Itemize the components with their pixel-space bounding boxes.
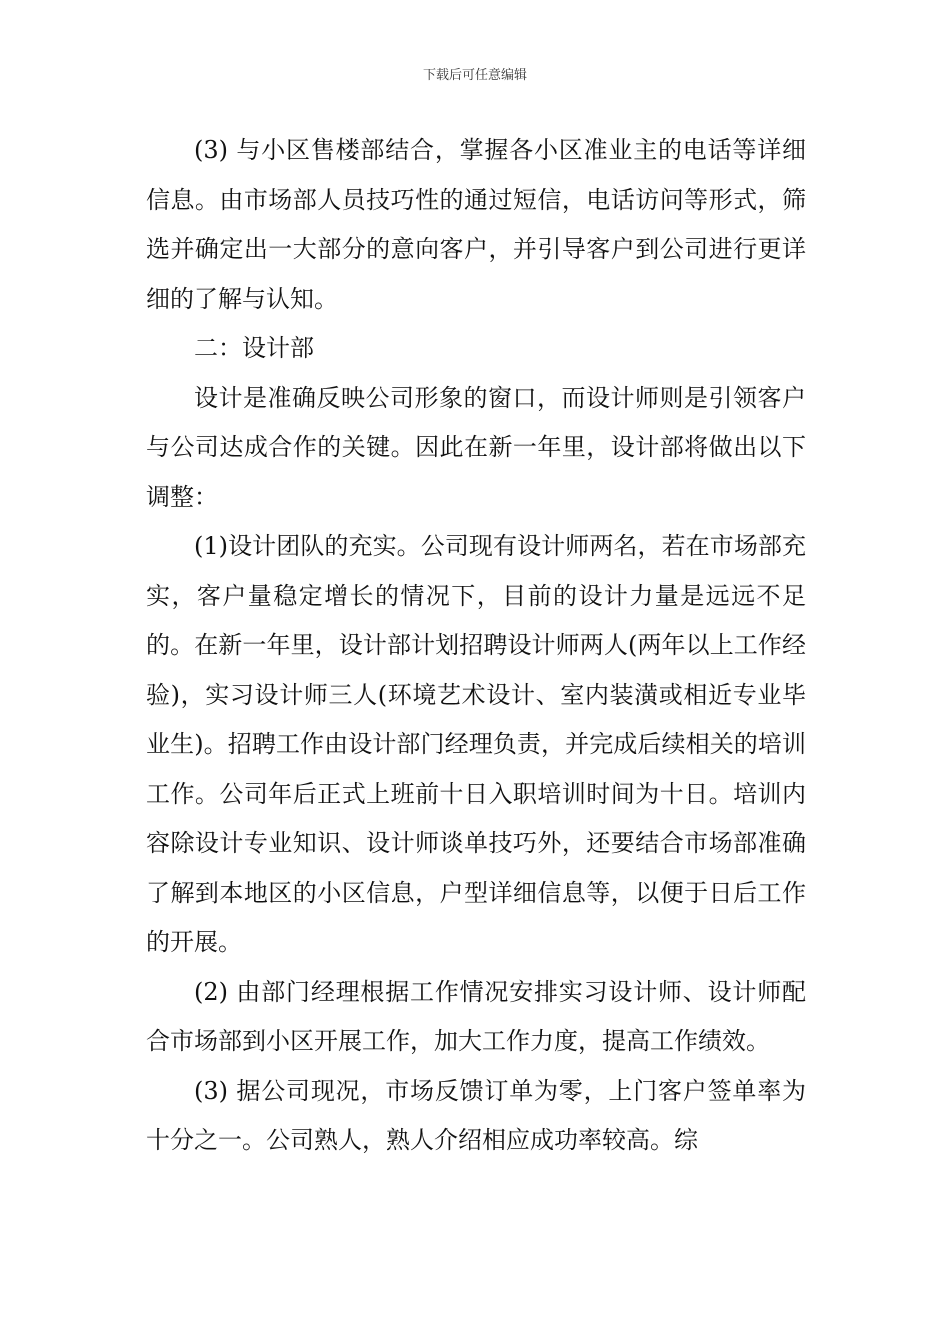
document-body [146,126,806,1166]
paragraph-manager-arrangement: (2) 由部门经理根据工作情况安排实习设计师、设计师配合市场部到小区开展工作，加大工作力度，提高工作绩效。 [146,977,806,1055]
paragraph-company-status: (3) 据公司现况，市场反馈订单为零，上门客户签单率为十分之一。公司熟人，熟人介绍相应成功率较高。综 [146,1076,806,1154]
paragraph-design-intro: 设计是准确反映公司形象的窗口，而设计师则是引领客户与公司达成合作的关键。因此在新一年里，设计部将做出以下调整： [146,383,806,511]
paragraph-design-team: (1)设计团队的充实。公司现有设计师两名，若在市场部充实，客户量稳定增长的情况下，目前的设计力量是远远不足的。在新一年里，设计部计划招聘设计师两人(两年以上工作经验)，实习设计师三人(环境艺术设计、室内装潢或相近专业毕业生)。招聘工作由设计部门经理负责，并完成后续相关的培训工作。公司年后正式上班前十日入职培训时间为十日。培训内容除设计专业知识、设计师谈单技巧外，还要结合市场部准确了解到本地区的小区信息，户型详细信息等，以便于日后工作的开展。 [146,532,806,956]
section-heading-design-dept: 二：设计部 [194,334,314,362]
page-header: 下载后可任意编辑 [422,68,527,83]
paragraph-sales-office: (3) 与小区售楼部结合，掌握各小区准业主的电话等详细信息。由市场部人员技巧性的通过短信，电话访问等形式，筛选并确定出一大部分的意向客户，并引导客户到公司进行更详细的了解与认知。 [146,136,806,313]
